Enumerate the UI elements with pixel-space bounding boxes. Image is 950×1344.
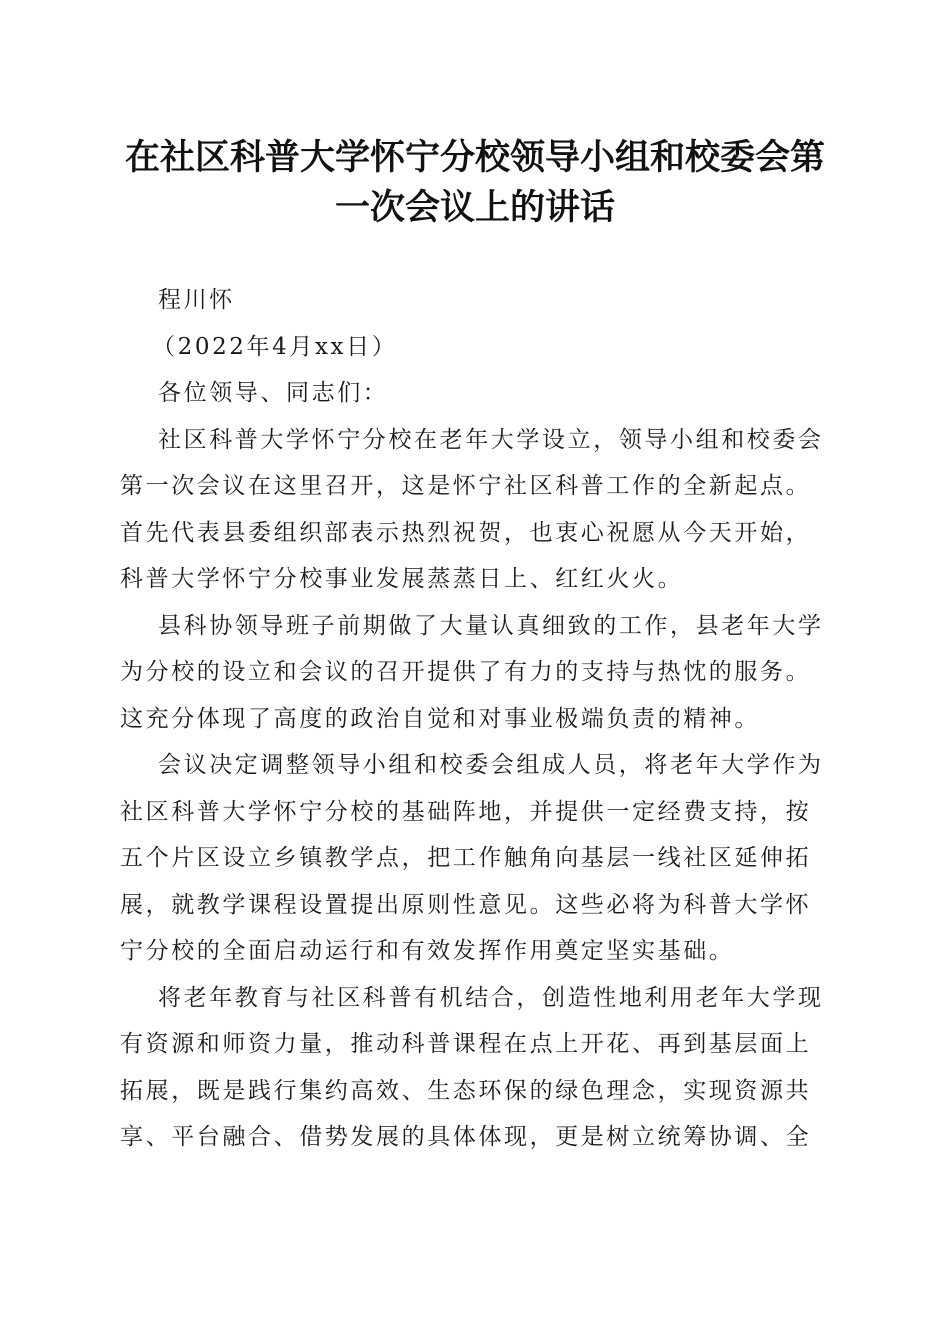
paragraph <box>120 975 825 1161</box>
paragraph-line: 社区科普大学怀宁分校在老年大学设立，领导小组和校委会 <box>158 426 824 453</box>
document-body <box>120 277 825 1161</box>
paragraph <box>120 417 825 603</box>
paragraph-line: 会议决定调整领导小组和校委会组成人员，将老年大学作为 <box>158 752 824 778</box>
paragraph-line: 首先代表县委组织部表示热烈祝贺，也衷心祝愿从今天开始， <box>120 519 812 546</box>
paragraph-line: 拓展，既是践行集约高效、生态环保的绿色理念，实现资源共 <box>120 1077 812 1104</box>
paragraph-line: 第一次会议在这里召开，这是怀宁社区科普工作的全新起点。 <box>120 473 812 499</box>
paragraph-line: 有资源和师资力量，推动科普课程在点上开花、再到基层面上 <box>120 1031 812 1057</box>
paragraph-line: 将老年教育与社区科普有机结合，创造性地利用老年大学现 <box>158 984 824 1011</box>
paragraph-line: 科普大学怀宁分校事业发展蒸蒸日上、红红火火。 <box>120 566 684 592</box>
paragraph-line: 宁分校的全面启动运行和有效发挥作用奠定坚实基础。 <box>120 938 735 964</box>
paragraph-line: 为分校的设立和会议的召开提供了有力的支持与热忱的服务。 <box>120 659 812 685</box>
paragraph <box>120 742 825 975</box>
paragraph-line: 五个片区设立乡镇教学点，把工作触角向基层一线社区延伸拓 <box>120 845 812 871</box>
author-name: 程川怀 <box>158 287 235 313</box>
paragraph-line: 这充分体现了高度的政治自觉和对事业极端负责的精神。 <box>120 705 760 732</box>
title-line: 在社区科普大学怀宁分校领导小组和校委会第 <box>124 137 825 178</box>
paragraph <box>120 603 825 743</box>
paragraph-line: 县科协领导班子前期做了大量认真细致的工作，县老年大学 <box>158 612 824 639</box>
title-line: 一次会议上的讲话 <box>334 187 615 228</box>
salutation: 各位领导、同志们： <box>158 380 389 406</box>
document-title <box>110 133 840 233</box>
speech-date: （2022年4月xx日） <box>152 333 398 360</box>
paragraph-line: 享、平台融合、借势发展的具体体现，更是树立统筹协调、全 <box>120 1124 812 1150</box>
paragraph-line: 展，就教学课程设置提出原则性意见。这些必将为科普大学怀 <box>120 891 812 918</box>
paragraph-line: 社区科普大学怀宁分校的基础阵地，并提供一定经费支持，按 <box>120 798 812 825</box>
